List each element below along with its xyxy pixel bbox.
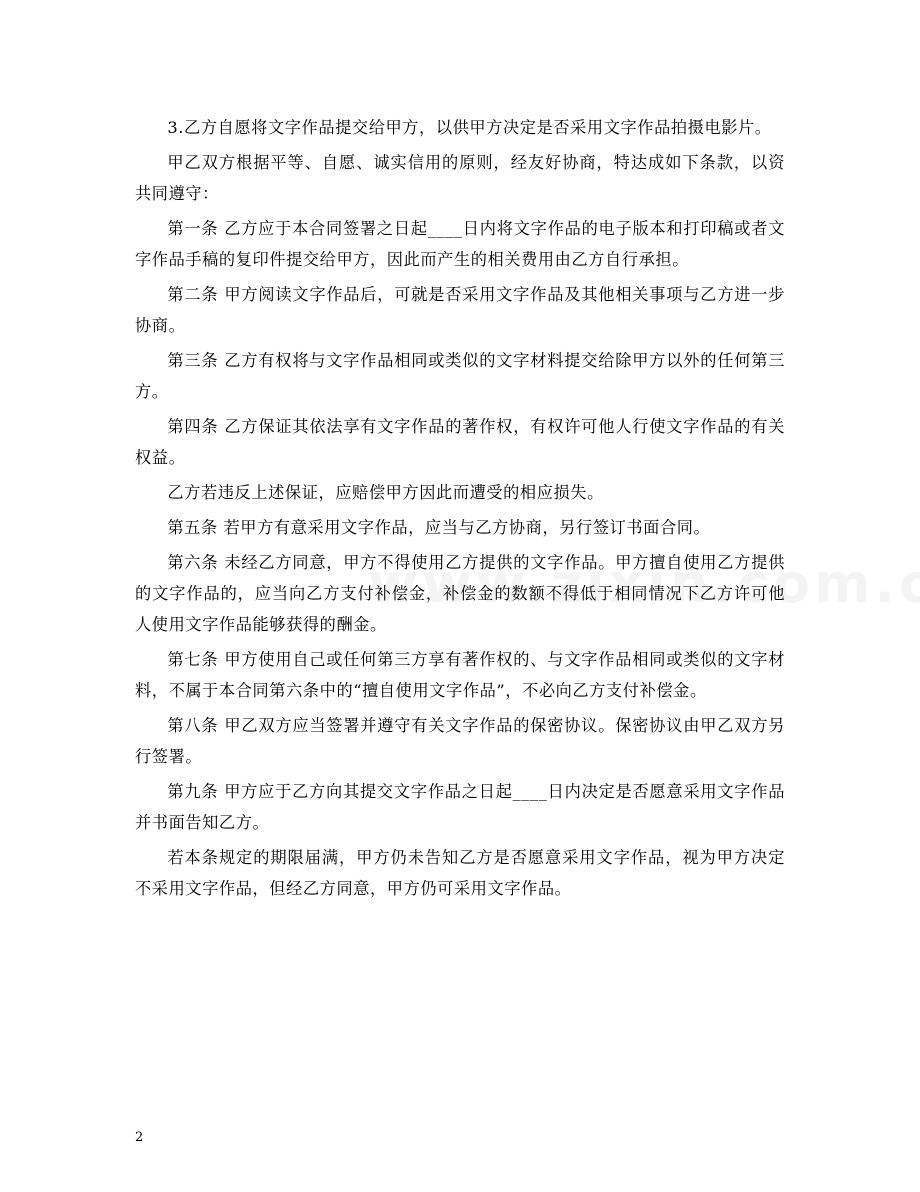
document-body xyxy=(135,112,785,908)
article-2: 第二条 甲方阅读文字作品后，可就是否采用文字作品及其他相关事项与乙方进一步协商。 xyxy=(135,285,785,335)
article-8: 第八条 甲乙双方应当签署并遵守有关文字作品的保密协议。保密协议由甲乙双方另行签署。 xyxy=(135,716,785,766)
page-number: 2 xyxy=(135,1130,144,1145)
article-1: 第一条 乙方应于本合同签署之日起____日内将文字作品的电子版本和打印稿或者文字作品手稿的复印件提交给甲方，因此而产生的相关费用由乙方自行承担。 xyxy=(135,219,785,269)
paragraph-1: 3.乙方自愿将文字作品提交给甲方，以供甲方决定是否采用文字作品拍摄电影片。 xyxy=(167,118,772,137)
article-9: 第九条 甲方应于乙方向其提交文字作品之日起____日内决定是否愿意采用文字作品并书面告知乙方。 xyxy=(135,782,785,832)
article-7: 第七条 甲方使用自己或任何第三方享有著作权的、与文字作品相同或类似的文字材料，不属于本合同第六条中的“擅自使用文字作品”，不必向乙方支付补偿金。 xyxy=(135,650,785,700)
article-5: 第五条 若甲方有意采用文字作品，应当与乙方协商，另行签订书面合同。 xyxy=(167,518,711,537)
paragraph-2: 甲乙双方根据平等、自愿、诚实信用的原则，经友好协商，特达成如下条款，以资共同遵守： xyxy=(135,153,785,203)
article-6: 第六条 未经乙方同意，甲方不得使用乙方提供的文字作品。甲方擅自使用乙方提供的文字作品的，应当向乙方支付补偿金，补偿金的数额不得低于相同情况下乙方许可他人使用文字作品能够获得的酬金。 xyxy=(135,553,785,634)
article-4: 第四条 乙方保证其依法享有文字作品的著作权，有权许可他人行使文字作品的有关权益。 xyxy=(135,417,785,467)
article-3: 第三条 乙方有权将与文字作品相同或类似的文字材料提交给除甲方以外的任何第三方。 xyxy=(135,351,785,401)
article-9-supplement: 若本条规定的期限届满，甲方仍未告知乙方是否愿意采用文字作品，视为甲方决定不采用文字作品，但经乙方同意，甲方仍可采用文字作品。 xyxy=(135,848,785,898)
article-4-supplement: 乙方若违反上述保证，应赔偿甲方因此而遭受的相应损失。 xyxy=(167,483,604,502)
